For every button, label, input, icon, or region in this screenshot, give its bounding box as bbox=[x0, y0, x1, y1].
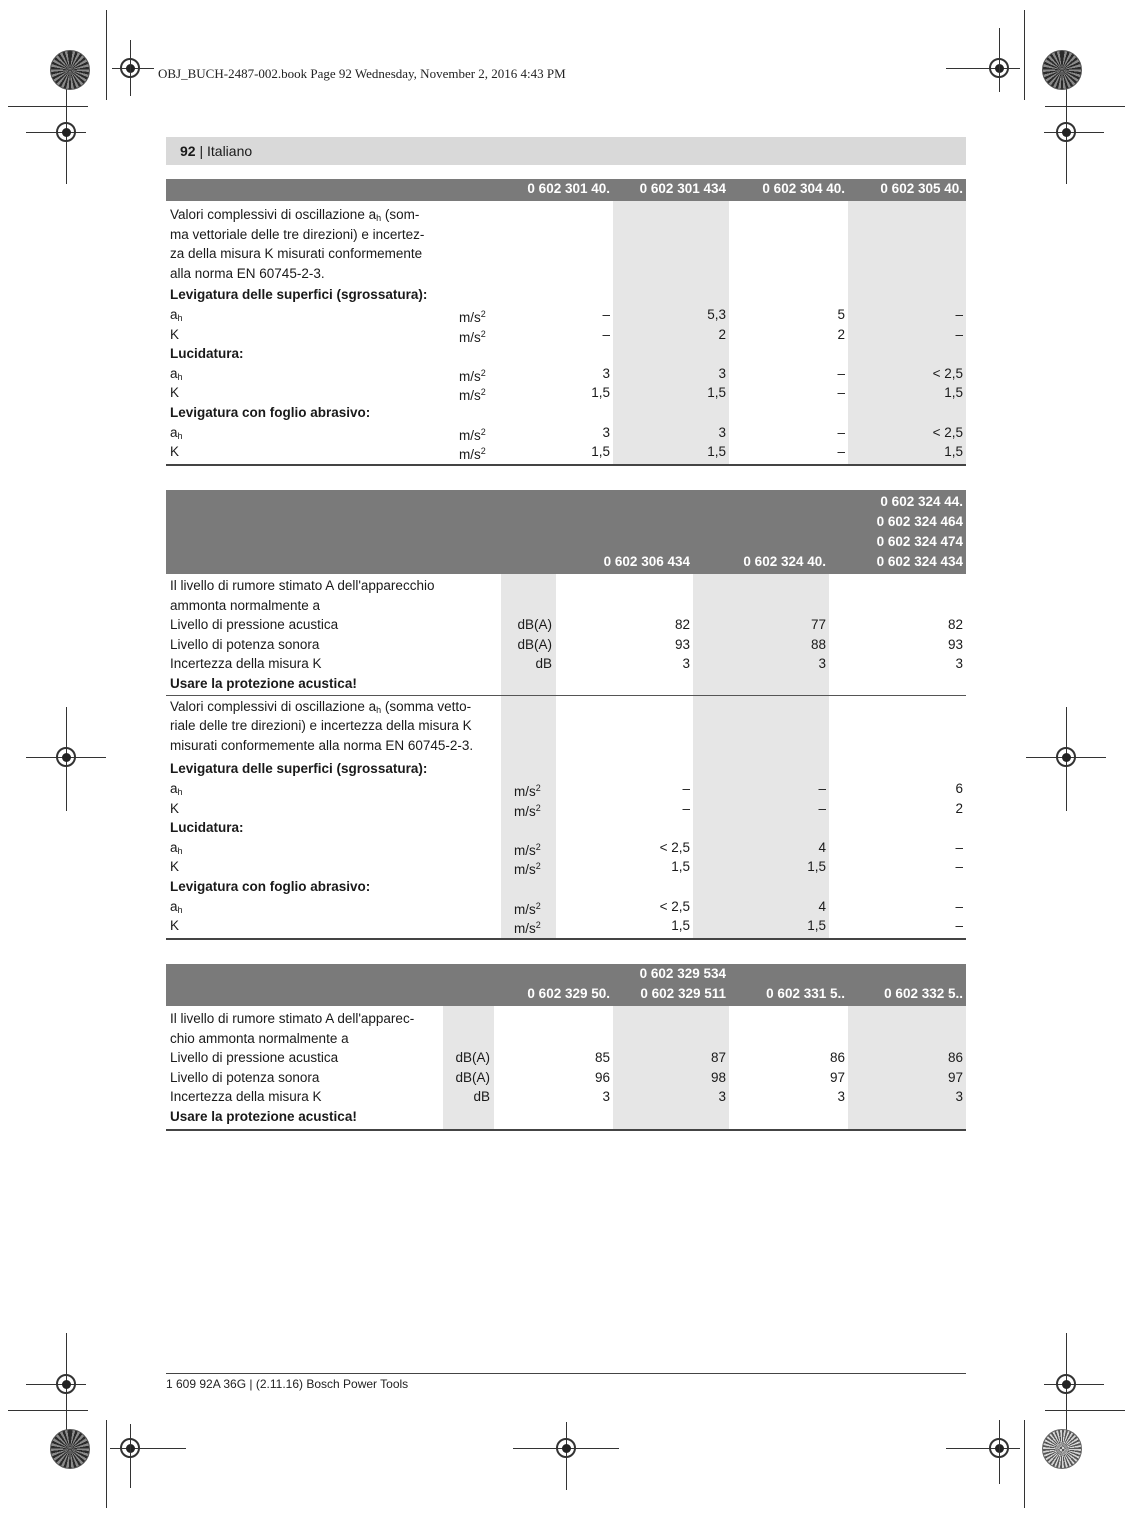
value-cell: – bbox=[955, 326, 963, 342]
value-cell: < 2,5 bbox=[932, 365, 963, 381]
value-cell: 3 bbox=[602, 424, 610, 440]
hearing-protection-warning: Usare la protezione acustica! bbox=[170, 676, 357, 691]
value-cell: 85 bbox=[594, 1050, 610, 1066]
value-cell: 1,5 bbox=[944, 385, 963, 401]
table-row bbox=[166, 1068, 966, 1088]
table-row bbox=[166, 615, 966, 635]
spec-table-noise-vibration bbox=[166, 490, 966, 939]
column-header-line: 0 602 304 40. bbox=[762, 181, 845, 196]
table-bottom-rule bbox=[166, 464, 966, 466]
intro-text: Il livello di rumore stimato A dell'apparec- bbox=[170, 1011, 415, 1026]
quantity-symbol: a bbox=[170, 365, 178, 381]
table-row bbox=[166, 1048, 966, 1068]
table-row bbox=[166, 383, 966, 403]
value-cell: 2 bbox=[955, 800, 963, 816]
value-cell: – bbox=[682, 781, 690, 796]
intro-text: za della misura K misurati conformemente bbox=[170, 246, 423, 262]
value-cell: 1,5 bbox=[944, 444, 963, 460]
table-row bbox=[166, 285, 966, 305]
unit-text: m/s bbox=[459, 388, 481, 404]
intro-text: ma vettoriale delle tre direzioni) e incertez- bbox=[170, 226, 425, 242]
quantity-label bbox=[170, 325, 179, 345]
table-row bbox=[166, 305, 966, 325]
value-cell: – bbox=[955, 859, 963, 875]
value-cell: 86 bbox=[829, 1050, 845, 1066]
quantity-label bbox=[170, 916, 179, 936]
unit-text: m/s bbox=[459, 329, 481, 345]
quantity-symbol: a bbox=[170, 781, 178, 796]
table-header bbox=[166, 179, 966, 201]
intro-text-part: (somma vetto- bbox=[381, 698, 472, 714]
book-header: OBJ_BUCH-2487-002.book Page 92 Wednesday, November 2, 2016 4:43 PM bbox=[158, 66, 566, 81]
table-row bbox=[166, 674, 966, 694]
table-row bbox=[166, 1009, 966, 1029]
unit-label: dB(A) bbox=[455, 1050, 490, 1066]
subscript-h: h bbox=[177, 313, 183, 323]
unit-label bbox=[514, 916, 541, 939]
unit-text: m/s bbox=[514, 842, 536, 858]
value-cell: 3 bbox=[718, 424, 726, 440]
value-cell: 93 bbox=[674, 636, 690, 652]
table-row bbox=[166, 838, 966, 858]
table-row bbox=[166, 877, 966, 897]
column-header bbox=[848, 179, 966, 199]
value-cell: 1,5 bbox=[807, 918, 826, 934]
value-cell: 97 bbox=[947, 1069, 963, 1085]
page-separator: | bbox=[195, 143, 207, 159]
unit-exponent: 2 bbox=[535, 802, 541, 813]
value-cell: 93 bbox=[947, 636, 963, 652]
value-cell: 3 bbox=[682, 656, 690, 672]
value-cell: 82 bbox=[674, 617, 690, 633]
column-header-line: 0 602 324 474 bbox=[876, 534, 963, 549]
page-header bbox=[166, 137, 966, 165]
value-cell: 1,5 bbox=[707, 385, 726, 401]
table-row bbox=[166, 716, 966, 736]
value-cell: 3 bbox=[602, 365, 610, 381]
table-row bbox=[166, 576, 966, 596]
quantity-label: Incertezza della misura K bbox=[170, 1089, 322, 1105]
table-row bbox=[166, 1087, 966, 1107]
subscript-h: h bbox=[177, 430, 183, 441]
quantity-label: Incertezza della misura K bbox=[170, 656, 322, 672]
intro-text: Il livello di rumore stimato A dell'apparecchio bbox=[170, 578, 435, 593]
column-header bbox=[556, 552, 693, 572]
registration-rosette bbox=[50, 1429, 90, 1469]
value-cell: < 2,5 bbox=[659, 898, 690, 914]
table-header bbox=[166, 490, 966, 574]
value-cell: – bbox=[682, 800, 690, 816]
section-title: Levigatura con foglio abrasivo: bbox=[170, 879, 371, 894]
unit-text: m/s bbox=[459, 447, 481, 463]
registration-rosette bbox=[1042, 50, 1082, 90]
quantity-label bbox=[170, 383, 179, 403]
unit-exponent: 2 bbox=[480, 426, 486, 437]
table-row bbox=[166, 442, 966, 462]
table-row bbox=[166, 857, 966, 877]
value-cell: < 2,5 bbox=[932, 424, 963, 440]
intro-text-part: Valori complessivi di oscillazione a bbox=[170, 207, 377, 222]
table-row bbox=[166, 779, 966, 799]
footer-text: 1 609 92A 36G | (2.11.16) Bosch Power Tools bbox=[166, 1377, 409, 1391]
table-row bbox=[166, 1029, 966, 1049]
unit-label: dB bbox=[535, 656, 552, 672]
value-cell: 1,5 bbox=[671, 859, 690, 875]
value-cell: 1,5 bbox=[591, 385, 610, 401]
table-row bbox=[166, 818, 966, 838]
registration-rosette bbox=[1042, 1429, 1082, 1469]
column-header bbox=[494, 179, 613, 199]
value-cell: 3 bbox=[602, 1089, 610, 1105]
column-header-line: 0 602 329 511 bbox=[640, 986, 726, 1001]
quantity-symbol: a bbox=[170, 839, 178, 855]
column-header-line: 0 602 306 434 bbox=[603, 554, 690, 569]
subscript-h: h bbox=[376, 213, 382, 223]
table-row bbox=[166, 264, 966, 284]
unit-text: m/s bbox=[514, 784, 536, 799]
intro-text: chio ammonta normalmente a bbox=[170, 1030, 349, 1046]
quantity-label bbox=[170, 857, 179, 877]
column-header bbox=[613, 179, 729, 199]
table-row bbox=[166, 736, 966, 756]
spec-table-noise bbox=[166, 964, 966, 1130]
unit-exponent: 2 bbox=[535, 900, 541, 911]
unit-label: dB(A) bbox=[455, 1069, 490, 1085]
value-cell: 3 bbox=[718, 1089, 726, 1105]
unit-label: dB(A) bbox=[517, 617, 552, 633]
value-cell: 6 bbox=[955, 781, 963, 796]
page-number: 92 bbox=[180, 143, 196, 159]
unit-exponent: 2 bbox=[535, 783, 541, 793]
value-cell: 1,5 bbox=[671, 918, 690, 934]
table-row bbox=[166, 635, 966, 655]
value-cell: – bbox=[955, 898, 963, 914]
value-cell: 77 bbox=[810, 617, 826, 633]
column-header bbox=[693, 552, 829, 572]
table-row bbox=[166, 244, 966, 264]
column-header bbox=[829, 492, 966, 572]
hearing-protection-warning: Usare la protezione acustica! bbox=[170, 1109, 357, 1124]
subscript-h: h bbox=[376, 704, 382, 715]
quantity-label bbox=[170, 442, 179, 462]
value-cell: – bbox=[602, 326, 610, 342]
intro-text-part: (som- bbox=[381, 207, 420, 222]
table-row bbox=[166, 916, 966, 936]
value-cell: 4 bbox=[818, 839, 826, 855]
unit-text: m/s bbox=[514, 921, 536, 937]
unit-exponent: 2 bbox=[480, 446, 486, 457]
quantity-symbol: K bbox=[170, 385, 180, 401]
unit-exponent: 2 bbox=[480, 387, 486, 398]
unit-exponent: 2 bbox=[535, 841, 541, 852]
table-row bbox=[166, 423, 966, 443]
quantity-symbol: a bbox=[170, 424, 178, 440]
value-cell: 5 bbox=[837, 307, 845, 322]
value-cell: – bbox=[837, 444, 845, 460]
value-cell: < 2,5 bbox=[659, 839, 690, 855]
quantity-symbol: a bbox=[170, 898, 178, 914]
value-cell: 96 bbox=[594, 1069, 610, 1085]
intro-text-part: Valori complessivi di oscillazione a bbox=[170, 698, 377, 714]
quantity-symbol: a bbox=[170, 307, 178, 322]
unit-text: m/s bbox=[514, 862, 536, 878]
quantity-label: Livello di potenza sonora bbox=[170, 636, 320, 652]
table-row bbox=[166, 205, 966, 225]
value-cell: 2 bbox=[837, 326, 845, 342]
quantity-symbol: K bbox=[170, 444, 180, 460]
table-row bbox=[166, 344, 966, 364]
unit-exponent: 2 bbox=[480, 367, 486, 378]
quantity-symbol: K bbox=[170, 918, 180, 934]
value-cell: – bbox=[837, 424, 845, 440]
quantity-label: Livello di pressione acustica bbox=[170, 1050, 339, 1066]
section-title: Levigatura delle superfici (sgrossatura): bbox=[170, 287, 428, 303]
quantity-label: Livello di potenza sonora bbox=[170, 1069, 320, 1085]
registration-rosette bbox=[50, 50, 90, 90]
unit-text: m/s bbox=[459, 310, 481, 325]
section-title: Lucidatura: bbox=[170, 820, 244, 836]
column-header-line: 0 602 324 464 bbox=[876, 514, 963, 529]
column-header-line: 0 602 324 434 bbox=[876, 554, 963, 569]
value-cell: – bbox=[818, 781, 826, 796]
value-cell: 88 bbox=[810, 636, 826, 652]
value-cell: 97 bbox=[829, 1069, 845, 1085]
column-header-line: 0 602 301 434 bbox=[639, 181, 726, 196]
value-cell: 3 bbox=[818, 656, 826, 672]
table-body bbox=[166, 201, 966, 465]
value-cell: 98 bbox=[710, 1069, 726, 1085]
value-cell: – bbox=[837, 385, 845, 401]
value-cell: 87 bbox=[710, 1050, 726, 1066]
column-header-line: 0 602 332 5.. bbox=[884, 986, 963, 1001]
column-header-line: 0 602 331 5.. bbox=[766, 986, 845, 1001]
value-cell: – bbox=[955, 839, 963, 855]
column-header-line: 0 602 329 534 bbox=[639, 966, 726, 981]
table-row bbox=[166, 1107, 966, 1127]
intro-text: ammonta normalmente a bbox=[170, 597, 321, 613]
unit-text: m/s bbox=[459, 368, 481, 384]
unit-text: m/s bbox=[459, 427, 481, 443]
value-cell: 1,5 bbox=[807, 859, 826, 875]
unit-exponent: 2 bbox=[480, 328, 486, 339]
value-cell: 2 bbox=[718, 326, 726, 342]
column-header bbox=[848, 984, 966, 1004]
subscript-h: h bbox=[177, 787, 183, 797]
section-title: Levigatura con foglio abrasivo: bbox=[170, 405, 371, 420]
table-row bbox=[166, 654, 966, 674]
unit-label: dB bbox=[473, 1089, 490, 1105]
table-body bbox=[166, 574, 966, 939]
unit-label: dB(A) bbox=[517, 636, 552, 652]
value-cell: 1,5 bbox=[591, 444, 610, 460]
column-header bbox=[729, 984, 848, 1004]
column-header bbox=[729, 179, 848, 199]
table-row bbox=[166, 596, 966, 616]
table-row bbox=[166, 759, 966, 779]
value-cell: 5,3 bbox=[707, 307, 726, 322]
value-cell: 3 bbox=[837, 1089, 845, 1105]
value-cell: 82 bbox=[947, 617, 963, 633]
value-cell: – bbox=[818, 800, 826, 816]
table-row bbox=[166, 325, 966, 345]
column-header-line: 0 602 324 40. bbox=[743, 554, 826, 569]
value-cell: 3 bbox=[955, 656, 963, 672]
unit-exponent: 2 bbox=[480, 309, 486, 319]
table-header bbox=[166, 964, 966, 1006]
quantity-symbol: K bbox=[170, 800, 180, 816]
table-section-rule bbox=[166, 695, 966, 696]
quantity-symbol: K bbox=[170, 859, 180, 875]
table-body bbox=[166, 1006, 966, 1130]
subscript-h: h bbox=[177, 904, 183, 915]
intro-text: riale delle tre direzioni) e incertezza della misura K bbox=[170, 718, 472, 734]
table-row bbox=[166, 897, 966, 917]
unit-text: m/s bbox=[514, 803, 536, 819]
value-cell: – bbox=[602, 307, 610, 322]
value-cell: – bbox=[837, 365, 845, 381]
section-title: Lucidatura: bbox=[170, 346, 244, 362]
value-cell: 1,5 bbox=[707, 444, 726, 460]
quantity-label bbox=[170, 799, 179, 819]
column-header bbox=[613, 964, 729, 1004]
quantity-symbol: K bbox=[170, 326, 180, 342]
table-row bbox=[166, 225, 966, 245]
value-cell: – bbox=[955, 918, 963, 934]
table-row bbox=[166, 697, 966, 717]
unit-exponent: 2 bbox=[535, 861, 541, 872]
quantity-label: Livello di pressione acustica bbox=[170, 617, 339, 633]
unit-exponent: 2 bbox=[535, 920, 541, 931]
subscript-h: h bbox=[177, 371, 183, 382]
section-title: Levigatura delle superfici (sgrossatura): bbox=[170, 761, 428, 777]
table-bottom-rule bbox=[166, 938, 966, 940]
table-row bbox=[166, 403, 966, 423]
page-language: Italiano bbox=[207, 143, 253, 159]
value-cell: 86 bbox=[947, 1050, 963, 1066]
value-cell: 4 bbox=[818, 898, 826, 914]
intro-text: alla norma EN 60745-2-3. bbox=[170, 265, 325, 281]
value-cell: 3 bbox=[718, 365, 726, 381]
value-cell: – bbox=[955, 307, 963, 322]
footer-rule bbox=[166, 1373, 966, 1374]
subscript-h: h bbox=[177, 845, 183, 856]
unit-label bbox=[459, 442, 486, 465]
column-header-line: 0 602 301 40. bbox=[527, 181, 610, 196]
unit-text: m/s bbox=[514, 901, 536, 917]
value-cell: 3 bbox=[955, 1089, 963, 1105]
spec-table-vibration bbox=[166, 179, 966, 465]
table-row bbox=[166, 799, 966, 819]
column-header bbox=[494, 984, 613, 1004]
column-header-line: 0 602 329 50. bbox=[527, 986, 610, 1001]
table-bottom-rule bbox=[166, 1129, 966, 1131]
column-header-line: 0 602 324 44. bbox=[880, 494, 963, 509]
intro-text: misurati conformemente alla norma EN 60745-2-3. bbox=[170, 737, 474, 753]
column-header-line: 0 602 305 40. bbox=[880, 181, 963, 196]
table-row bbox=[166, 364, 966, 384]
